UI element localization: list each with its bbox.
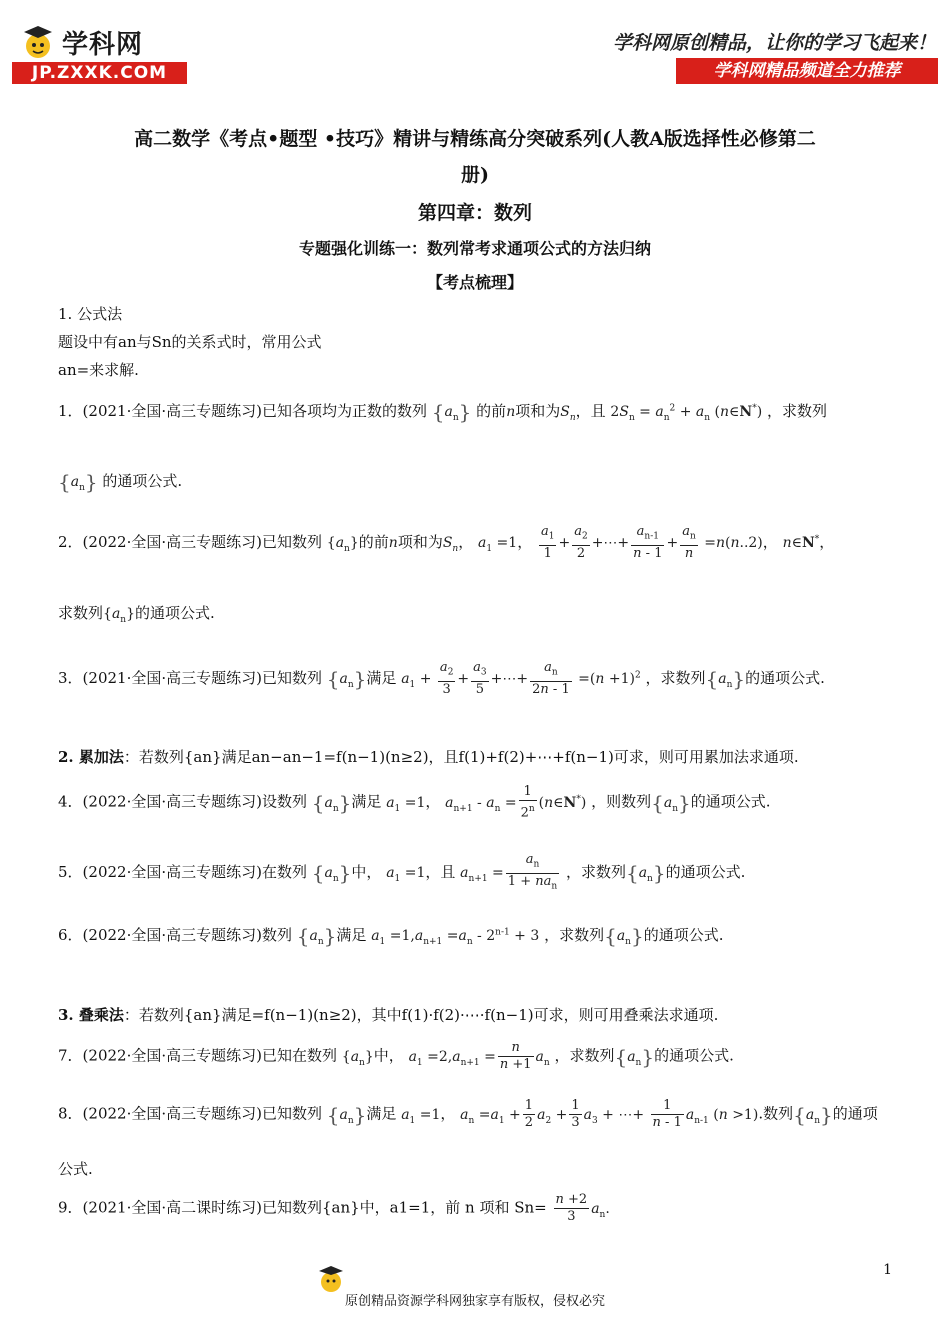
problem-3: 3．(2021·全国·高三专题练习)已知数列 $\{a_n\}$满足 $a_1$ + $\frac{a_2}{3}$ + $\frac{a_3}{5}$ +⋯+ $\frac{a_n}{2n - 1}$ $=(n +1)^2$ ，求数列$\{a_n\}$的通项公式. xyxy=(58,660,825,697)
problem-4: 4．(2022·全国·高三专题练习)设数列 $\{a_n\}$满足 $a_1 =1$， $a_{n+1} - a_n$ = $\frac{1}{2^n}$ (n∈N*) ，则数列$\{a_n\}$的通项公式. xyxy=(58,784,771,821)
page-number: 1 xyxy=(883,1262,892,1278)
method2: 2. 累加法：若数列{an}满足an−an−1=f(n−1)(n≥2)，且f(1)+f(2)+⋯+f(n−1)可求，则可用累加法求通项. xyxy=(58,748,799,766)
method1-desc2: an=来求解. xyxy=(58,361,139,379)
problem-1: 1．(2021·全国·高三专题练习)已知各项均为正数的数列 $\{a_n\}$ 的前n项和为$S_n$，且 $2S_n = a_n^2 + a_n$ (n∈N*) ，求数列 xyxy=(58,400,827,424)
doc-title-line2: 册) xyxy=(461,164,489,186)
doc-title-line1: 高二数学《考点•题型 •技巧》精讲与精练高分突破系列(人教A版选择性必修第二 xyxy=(134,128,816,150)
method1-heading: 1. 公式法 xyxy=(58,305,123,323)
problem-8: 8．(2022·全国·高三专题练习)已知数列 $\{a_n\}$满足 $a_1 =1$， $a_n =a_1$ + $\frac{1}{2}$ $a_2$ + $\frac{1}{3}$ $a_3$ + ⋯+ $\frac{1}{n - 1}$ $a_{n-1}$ (n >1).数列$\{a_n\}$的通项 xyxy=(58,1098,878,1130)
site-url-badge[interactable]: JP.ZXXK.COM xyxy=(12,62,187,84)
mascot-logo-icon xyxy=(18,22,58,62)
section-heading: 【考点梳理】 xyxy=(426,273,523,292)
problem-8-cont: 公式. xyxy=(58,1160,93,1178)
topic-subtitle: 专题强化训练一：数列常考求通项公式的方法归纳 xyxy=(298,239,651,258)
method3: 3. 叠乘法：若数列{an}满足=f(n−1)(n≥2)，其中f(1)·f(2)·⋯·f(n−1)可求，则可用叠乘法求通项. xyxy=(58,1006,719,1024)
problem-9: 9．(2021·全国·高二课时练习)已知数列{an}中，a1=1，前 n 项和 Sn= $\frac{n +2}{3}$ $a_n$. xyxy=(58,1192,610,1224)
promo-banner: 学科网精品频道全力推荐 xyxy=(676,58,938,84)
problem-7: 7．(2022·全国·高三专题练习)已知在数列 $\{a_n\}$中， $a_1 =2,a_{n+1}$ = $\frac{n}{n +1}$ $a_n$ ，求数列$\{a_n\}$的通项公式. xyxy=(58,1040,734,1072)
problem-1-cont: $\{a_n\}$ 的通项公式. xyxy=(58,470,183,494)
problem-6: 6．(2022·全国·高三专题练习)数列 $\{a_n\}$满足 $a_1 =1,a_{n+1} =a_n - 2^{n-1} + 3$ ，求数列$\{a_n\}$的通项公式. xyxy=(58,924,724,948)
copyright-notice: 原创精品资源学科网独家享有版权，侵权必究 xyxy=(344,1294,605,1309)
site-logo-text[interactable]: 学科网 xyxy=(62,30,144,60)
problem-5: 5．(2022·全国·高三专题练习)在数列 $\{a_n\}$中， $a_1 =1$，且 $a_{n+1}$ = $\frac{a_n}{1 + na_n}$ ，求数列$\{a_n\}$的通项公式. xyxy=(58,852,746,892)
problem-2-cont: 求数列$\{a_n\}$的通项公式. xyxy=(58,604,215,625)
chapter-title: 第四章：数列 xyxy=(417,202,532,224)
method1-desc1: 题设中有an与Sn的关系式时，常用公式 xyxy=(58,333,322,351)
site-slogan: 学科网原创精品，让你的学习飞起来！ xyxy=(612,32,936,54)
problem-2: 2．(2022·全国·高三专题练习)已知数列 $\{a_n\}$的前n项和为$S_n$， $a_1 =1$， $\frac{a_1}{1}$ + $\frac{a_2}{2}$ +⋯+ $\frac{a_{n-1}}{n - 1}$ + $\frac{a_n}{n}$ =n(n..2)， n∈N*， xyxy=(58,524,835,561)
